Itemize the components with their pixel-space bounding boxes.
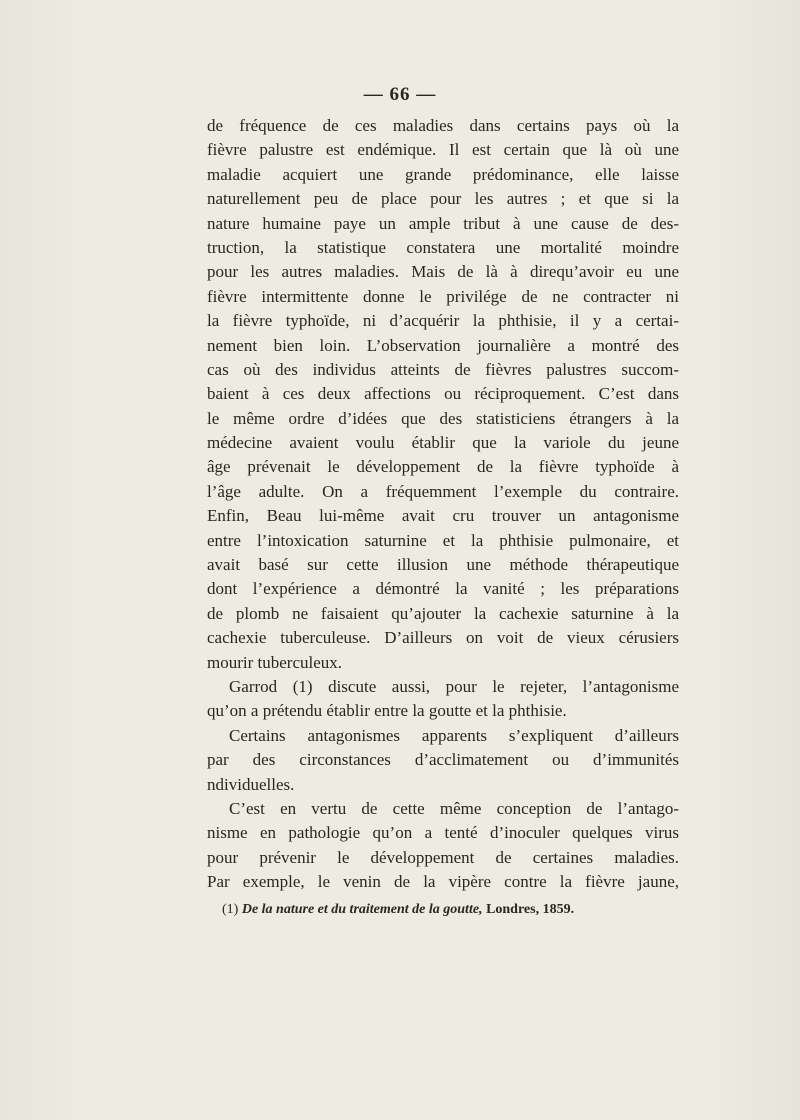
text-line-21: de plomb ne faisaient qu’ajouter la cachexie saturnine à la bbox=[207, 603, 679, 623]
text-line-18: entre l’intoxication saturnine et la phthisie pulmonaire, et bbox=[207, 530, 679, 550]
text-line-23: mourir tuberculeux. bbox=[207, 652, 343, 672]
footnote-title: De la nature et du traitement de la goutte, bbox=[241, 902, 483, 917]
text-line-12: baient à ces deux affections ou réciproquement. C’est dans bbox=[207, 384, 679, 404]
text-line-7: pour les autres maladies. Mais de là à direqu’avoir eu une bbox=[207, 262, 679, 282]
footnote-marker: (1) bbox=[222, 902, 239, 917]
text-line-25: qu’on a prétendu établir entre la goutte et la phthisie. bbox=[207, 701, 567, 721]
text-line-24: Garrod (1) discute aussi, pour le rejeter, l’antagonisme bbox=[229, 676, 679, 696]
text-line-3: maladie acquiert une grande prédominance, elle laisse bbox=[207, 164, 679, 184]
text-line-4: naturellement peu de place pour les autres ; et que si la bbox=[207, 189, 679, 209]
text-line-14: médecine avaient voulu établir que la variole du jeune bbox=[207, 433, 679, 453]
text-line-17: Enfin, Beau lui-même avait cru trouver un antagonisme bbox=[207, 506, 679, 526]
text-line-1: de fréquence de ces maladies dans certains pays où la bbox=[207, 116, 679, 135]
text-line-11: cas où des individus atteints de fièvres palustres succom- bbox=[207, 359, 679, 379]
footnote bbox=[222, 902, 574, 918]
text-line-6: truction, la statistique constatera une mortalité moindre bbox=[207, 237, 679, 257]
text-line-31: pour prévenir le développement de certaines maladies. bbox=[207, 847, 679, 867]
text-line-28: ndividuelles. bbox=[207, 774, 295, 794]
footnote-place: Londres, 1859. bbox=[486, 902, 575, 917]
text-line-8: fièvre intermittente donne le privilége de ne contracter ni bbox=[207, 286, 679, 306]
text-line-30: nisme en pathologie qu’on a tenté d’inoculer quelques virus bbox=[207, 823, 679, 843]
page-number: — 66 — bbox=[363, 84, 437, 105]
text-line-26: Certains antagonismes apparents s’expliquent d’ailleurs bbox=[229, 725, 679, 745]
text-line-2: fièvre palustre est endémique. Il est certain que là où une bbox=[207, 140, 679, 160]
text-line-22: cachexie tuberculeuse. D’ailleurs on voit de vieux cérusiers bbox=[207, 628, 679, 648]
text-line-15: âge prévenait le développement de la fièvre typhoïde à bbox=[207, 457, 679, 477]
text-line-5: nature humaine paye un ample tribut à une cause de des- bbox=[207, 213, 679, 233]
text-line-27: par des circonstances d’acclimatement ou d’immunités bbox=[207, 750, 679, 770]
text-line-20: dont l’expérience a démontré la vanité ; les préparations bbox=[207, 579, 679, 599]
text-line-13: le même ordre d’idées que des statisticiens étrangers à la bbox=[207, 408, 679, 428]
text-line-19: avait basé sur cette illusion une méthode thérapeutique bbox=[207, 555, 679, 575]
text-line-10: nement bien loin. L’observation journalière a montré des bbox=[207, 335, 679, 355]
text-line-32: Par exemple, le venin de la vipère contre la fièvre jaune, bbox=[207, 872, 679, 892]
text-line-9: la fièvre typhoïde, ni d’acquérir la phthisie, il y a certai- bbox=[207, 311, 679, 331]
text-line-16: l’âge adulte. On a fréquemment l’exemple du contraire. bbox=[207, 481, 679, 501]
body-text bbox=[207, 114, 679, 895]
text-line-29: C’est en vertu de cette même conception de l’antago- bbox=[229, 798, 679, 818]
